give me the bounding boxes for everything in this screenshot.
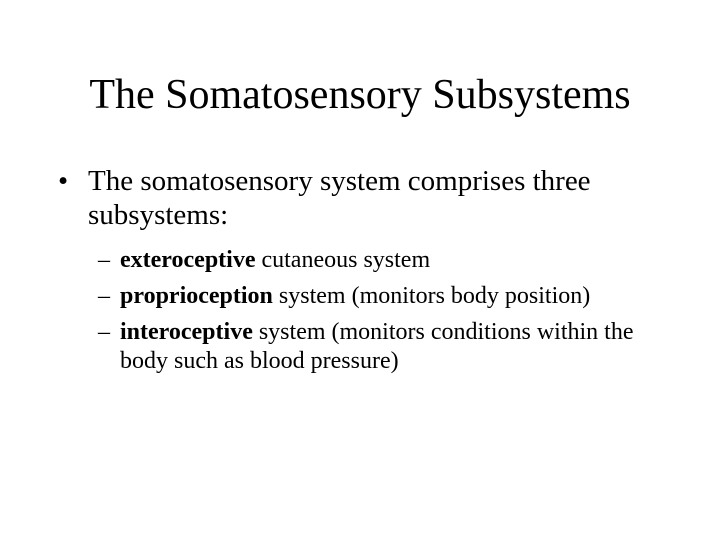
slide-body [58,164,678,383]
bullet-text: The somatosensory system comprises three subsystems: [88,165,591,231]
term-interoceptive: interoceptive [120,319,253,345]
sub-item-text: system (monitors body position) [272,283,591,309]
sub-item-text: system (monitors conditions within the body such as blood pressure) [120,319,634,374]
sub-item-exteroceptive [98,246,678,275]
term-proprioception: proprioception [120,283,273,309]
slide-title: The Somatosensory Subsystems [89,72,631,118]
sub-item-proprioception [98,282,678,311]
bullet-item [58,164,678,232]
term-exteroceptive: exteroceptive [120,247,256,273]
sub-item-text: cutaneous system [255,247,431,273]
dash-marker: – [98,283,110,309]
dash-marker: – [98,247,110,273]
dash-marker: – [98,319,110,345]
sub-item-interoceptive [98,318,678,376]
bullet-marker: • [58,165,69,197]
sub-list [98,246,678,376]
